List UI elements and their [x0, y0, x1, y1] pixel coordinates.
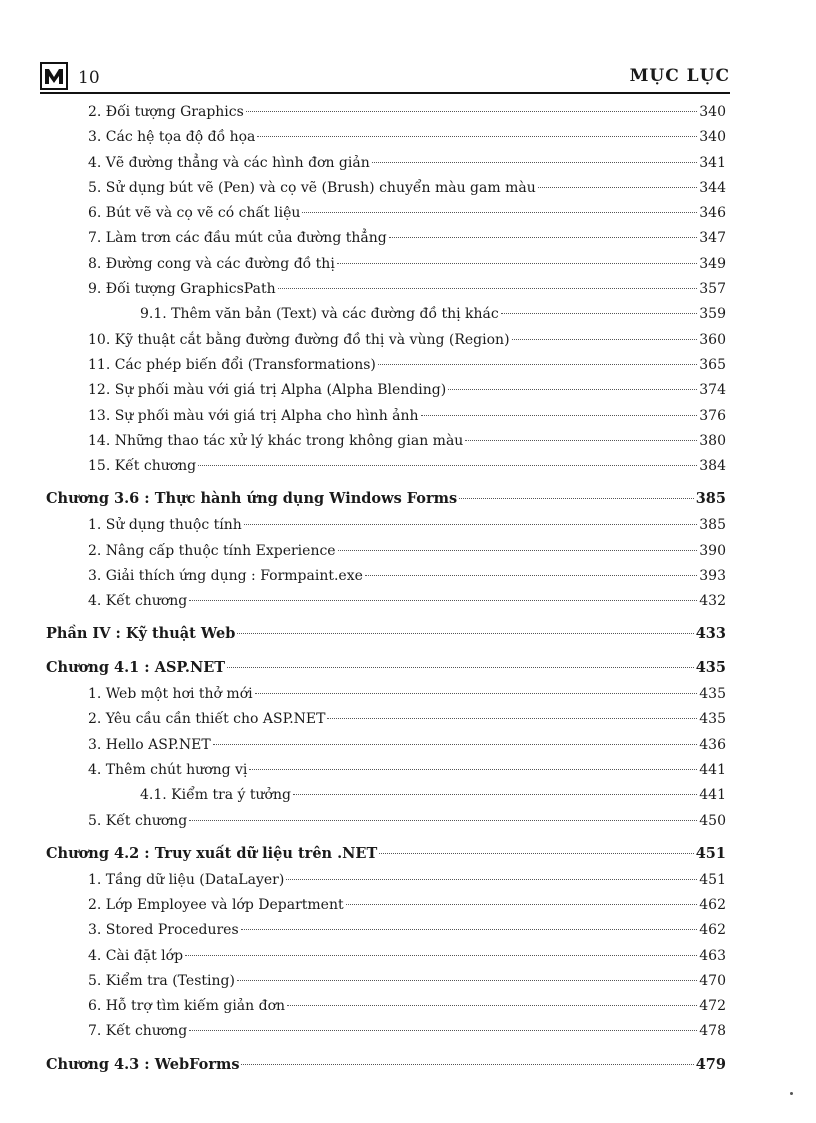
- toc-entry-page: 435: [695, 659, 726, 677]
- toc-entry[interactable]: [46, 737, 726, 762]
- toc-entry[interactable]: [46, 948, 726, 973]
- toc-entry-page: 390: [699, 542, 726, 559]
- table-of-contents: [46, 104, 726, 1082]
- dot-leader: [241, 929, 698, 930]
- dot-leader: [286, 879, 697, 880]
- toc-entry-page: 340: [699, 104, 726, 120]
- toc-entry-page: 393: [699, 567, 726, 584]
- toc-entry-page: 357: [699, 281, 726, 298]
- toc-entry-page: 349: [699, 255, 726, 272]
- toc-entry-page: 376: [699, 407, 726, 424]
- toc-entry[interactable]: [46, 332, 726, 357]
- dot-leader: [198, 465, 697, 466]
- toc-entry-page: 462: [699, 922, 726, 939]
- toc-entry[interactable]: [46, 762, 726, 787]
- toc-entry-title: 5. Kiểm tra (Testing): [88, 972, 235, 989]
- toc-entry-page: 451: [695, 844, 726, 862]
- toc-entry-page: 365: [699, 356, 726, 373]
- toc-entry[interactable]: [46, 787, 726, 812]
- toc-entry-title: Chương 4.2 : Truy xuất dữ liệu trên .NET: [46, 844, 378, 862]
- dot-leader: [337, 263, 697, 264]
- dot-leader: [448, 389, 697, 390]
- toc-entry-title: 10. Kỹ thuật cắt bằng đường đường đồ thị và vùng (Region): [88, 331, 510, 348]
- dot-leader: [465, 440, 697, 441]
- toc-entry-title: 4. Kết chương: [88, 593, 188, 610]
- toc-entry-title: Chương 4.3 : WebForms: [46, 1055, 240, 1073]
- toc-entry[interactable]: [46, 897, 726, 922]
- toc-entry-title: 9. Đối tượng GraphicsPath: [88, 281, 276, 298]
- toc-chapter-entry[interactable]: [46, 490, 726, 517]
- toc-entry-title: 2. Đối tượng Graphics: [88, 104, 244, 120]
- toc-entry-title: 8. Đường cong và các đường đồ thị: [88, 255, 335, 272]
- dot-leader: [512, 339, 698, 340]
- toc-entry-title: 6. Hỗ trợ tìm kiếm giản đơn: [88, 998, 286, 1015]
- dot-leader: [372, 162, 698, 163]
- toc-entry-title: 12. Sự phối màu với giá trị Alpha (Alpha Blending): [88, 382, 447, 399]
- toc-entry-page: 472: [699, 998, 726, 1015]
- toc-entry[interactable]: [46, 813, 726, 838]
- toc-entry-page: 432: [699, 593, 726, 610]
- page-header: [40, 62, 730, 96]
- toc-entry-page: 462: [699, 896, 726, 913]
- toc-entry-title: 4.1. Kiểm tra ý tưởng: [140, 787, 291, 804]
- dot-leader: [338, 550, 698, 551]
- toc-entry-title: 7. Làm trơn các đầu mút của đường thẳng: [88, 230, 387, 247]
- toc-entry-title: 4. Vẽ đường thẳng và các hình đơn giản: [88, 154, 370, 171]
- toc-entry[interactable]: [46, 129, 726, 154]
- dot-leader: [379, 853, 693, 854]
- toc-entry-page: 385: [699, 517, 726, 534]
- toc-entry-title: 7. Kết chương: [88, 1023, 188, 1040]
- toc-entry-title: 11. Các phép biến đổi (Transformations): [88, 356, 376, 373]
- toc-entry-page: 435: [699, 686, 726, 703]
- toc-entry-page: 340: [699, 129, 726, 146]
- toc-entry-page: 479: [695, 1055, 726, 1073]
- dot-leader: [249, 769, 697, 770]
- toc-entry-title: 3. Stored Procedures: [88, 922, 239, 939]
- toc-entry[interactable]: [46, 1023, 726, 1048]
- toc-entry[interactable]: [46, 205, 726, 230]
- toc-entry-page: 346: [699, 205, 726, 222]
- dot-leader: [501, 313, 698, 314]
- toc-entry-title: Chương 4.1 : ASP.NET: [46, 659, 226, 677]
- dot-leader: [327, 718, 697, 719]
- toc-entry[interactable]: [46, 180, 726, 205]
- toc-entry-title: 4. Cài đặt lớp: [88, 947, 184, 964]
- dot-leader: [246, 111, 697, 112]
- toc-entry-page: 384: [699, 458, 726, 475]
- toc-entry-page: 463: [699, 947, 726, 964]
- toc-entry[interactable]: [46, 922, 726, 947]
- toc-entry-page: 478: [699, 1023, 726, 1040]
- toc-entry-title: 5. Sử dụng bút vẽ (Pen) và cọ vẽ (Brush) chuyển màu gam màu: [88, 179, 536, 196]
- toc-entry-page: 436: [699, 736, 726, 753]
- toc-entry-title: 3. Các hệ tọa độ đồ họa: [88, 129, 256, 146]
- toc-entry[interactable]: [46, 230, 726, 255]
- dot-leader: [459, 498, 694, 499]
- toc-entry-page: 451: [699, 871, 726, 888]
- toc-entry-title: 1. Web một hơi thở mới: [88, 686, 253, 703]
- dot-leader: [244, 524, 697, 525]
- dot-leader: [241, 1064, 693, 1065]
- dot-leader: [302, 212, 697, 213]
- toc-entry-page: 359: [699, 306, 726, 323]
- toc-entry[interactable]: [46, 281, 726, 306]
- toc-entry[interactable]: [46, 256, 726, 281]
- toc-entry-title: Phần IV : Kỹ thuật Web: [46, 625, 236, 643]
- toc-entry-title: 3. Giải thích ứng dụng : Formpaint.exe: [88, 567, 363, 584]
- toc-entry-page: 441: [699, 761, 726, 778]
- toc-entry-title: 1. Sử dụng thuộc tính: [88, 517, 242, 534]
- header-rule: [40, 92, 730, 94]
- publisher-logo-icon: [40, 62, 68, 90]
- toc-entry-title: 13. Sự phối màu với giá trị Alpha cho hình ảnh: [88, 407, 419, 424]
- toc-entry-page: 470: [699, 972, 726, 989]
- dot-leader: [346, 904, 698, 905]
- dot-leader: [421, 415, 698, 416]
- dot-leader: [255, 693, 698, 694]
- dot-leader: [189, 820, 697, 821]
- toc-entry[interactable]: [46, 517, 726, 542]
- toc-entry[interactable]: [46, 155, 726, 180]
- toc-entry-title: 9.1. Thêm văn bản (Text) và các đường đồ thị khác: [140, 306, 499, 323]
- toc-entry[interactable]: [46, 382, 726, 407]
- toc-entry[interactable]: [46, 593, 726, 618]
- dot-leader: [237, 633, 693, 634]
- toc-chapter-entry[interactable]: [46, 1056, 726, 1083]
- toc-entry-title: 1. Tầng dữ liệu (DataLayer): [88, 871, 285, 888]
- toc-entry-page: 450: [699, 812, 726, 829]
- dot-leader: [189, 600, 697, 601]
- toc-entry[interactable]: [46, 973, 726, 998]
- toc-entry-title: 2. Nâng cấp thuộc tính Experience: [88, 542, 336, 559]
- toc-entry-title: 3. Hello ASP.NET: [88, 736, 211, 753]
- toc-entry-page: 341: [699, 154, 726, 171]
- toc-entry-title: 15. Kết chương: [88, 458, 197, 475]
- toc-entry[interactable]: [46, 104, 726, 129]
- dot-leader: [293, 794, 697, 795]
- toc-entry[interactable]: [46, 711, 726, 736]
- toc-entry[interactable]: [46, 408, 726, 433]
- dot-leader: [213, 744, 698, 745]
- toc-entry[interactable]: [46, 543, 726, 568]
- toc-entry-page: 360: [699, 331, 726, 348]
- toc-entry-title: 14. Những thao tác xử lý khác trong không gian màu: [88, 432, 464, 449]
- dot-leader: [365, 575, 697, 576]
- dot-leader: [185, 955, 697, 956]
- toc-entry-page: 385: [695, 490, 726, 508]
- toc-entry[interactable]: [46, 998, 726, 1023]
- toc-entry-page: 380: [699, 432, 726, 449]
- toc-entry-title: 2. Lớp Employee và lớp Department: [88, 896, 344, 913]
- toc-entry-title: 2. Yêu cầu cần thiết cho ASP.NET: [88, 711, 326, 728]
- dot-leader: [378, 364, 697, 365]
- toc-entry-page: 433: [695, 625, 726, 643]
- toc-entry-title: 6. Bút vẽ và cọ vẽ có chất liệu: [88, 205, 301, 222]
- toc-entry-page: 441: [699, 787, 726, 804]
- toc-entry[interactable]: [46, 357, 726, 382]
- toc-entry[interactable]: [46, 306, 726, 331]
- toc-entry-title: Chương 3.6 : Thực hành ứng dụng Windows Forms: [46, 490, 458, 508]
- toc-entry[interactable]: [46, 433, 726, 458]
- section-title: MỤC LỤC: [629, 66, 730, 86]
- dot-leader: [278, 288, 698, 289]
- dot-leader: [389, 237, 698, 238]
- dot-leader: [237, 980, 697, 981]
- toc-chapter-entry[interactable]: [46, 659, 726, 686]
- toc-entry-page: 347: [699, 230, 726, 247]
- toc-entry-page: 344: [699, 179, 726, 196]
- toc-entry-page: 435: [699, 711, 726, 728]
- toc-entry-title: 5. Kết chương: [88, 812, 188, 829]
- toc-entry-title: 4. Thêm chút hương vị: [88, 761, 248, 778]
- dot-leader: [287, 1005, 697, 1006]
- toc-entry-page: 374: [699, 382, 726, 399]
- dot-leader: [257, 136, 697, 137]
- toc-chapter-entry[interactable]: [46, 625, 726, 652]
- scan-speck: [790, 1092, 793, 1095]
- page-number: 10: [78, 68, 100, 88]
- toc-chapter-entry[interactable]: [46, 845, 726, 872]
- toc-entry[interactable]: [46, 458, 726, 483]
- toc-entry[interactable]: [46, 568, 726, 593]
- dot-leader: [538, 187, 698, 188]
- dot-leader: [189, 1030, 697, 1031]
- toc-entry[interactable]: [46, 872, 726, 897]
- dot-leader: [227, 667, 694, 668]
- toc-entry[interactable]: [46, 686, 726, 711]
